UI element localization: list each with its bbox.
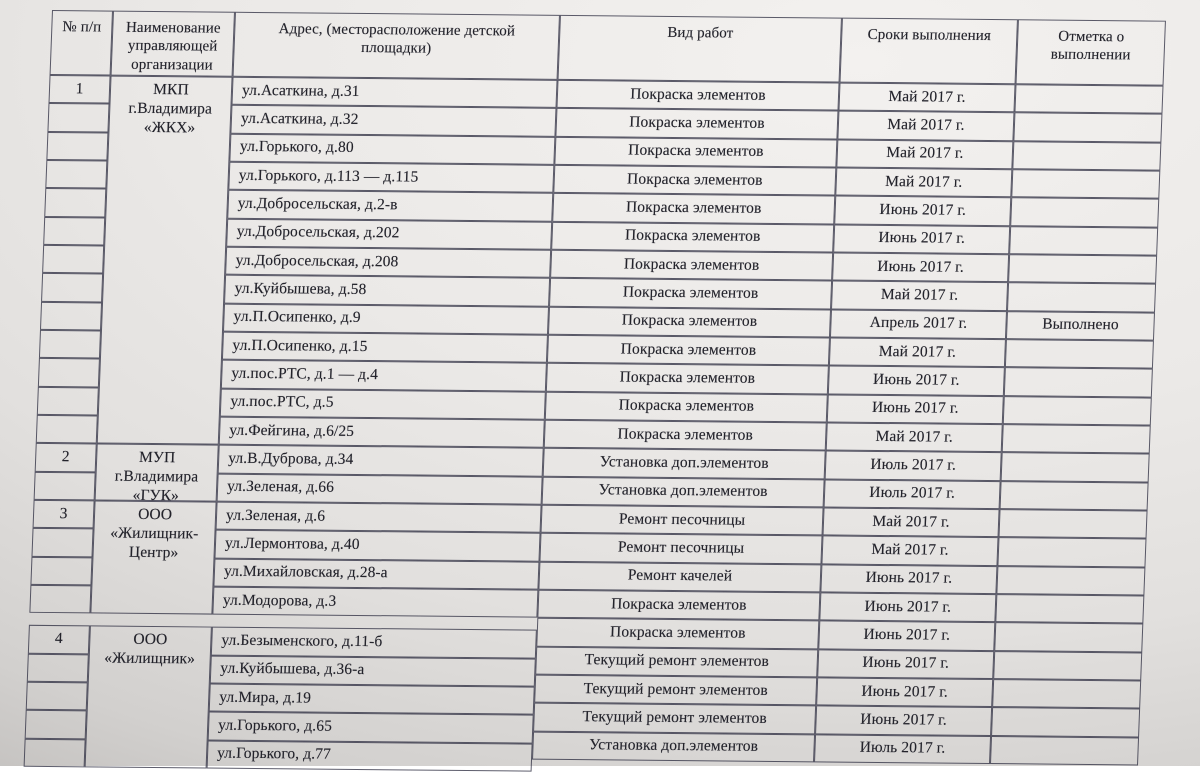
address-cell: ул.Добросельская, д.202: [226, 218, 552, 249]
row-number-cell: [30, 556, 92, 585]
org-cell: ООО «Жилищник»: [85, 626, 212, 769]
term-cell: Июнь 2017 г.: [820, 564, 997, 594]
row-number-cell: [39, 330, 101, 359]
row-number-cell: [38, 358, 100, 387]
address-cell: ул.П.Осипенко, д.15: [222, 332, 548, 363]
work-cell: Текущий ремонт элементов: [533, 703, 816, 734]
work-cell: Покраска элементов: [547, 335, 830, 366]
org-cell: ООО «Жилищник- Центр»: [90, 500, 216, 614]
term-cell: Июнь 2017 г.: [819, 592, 996, 622]
org-cell: МУП г.Владимира «ГУК»: [95, 444, 219, 502]
work-cell: Покраска элементов: [550, 250, 833, 281]
address-cell: ул.Добросельская, д.208: [225, 247, 551, 278]
address-cell: ул.Асаткина, д.32: [230, 105, 556, 136]
row-number-cell: 2: [35, 443, 97, 472]
mark-cell: [995, 594, 1144, 624]
row-number-cell: [43, 217, 105, 246]
address-cell: ул.Горького, д.113 — д.115: [228, 162, 554, 193]
row-number-cell: [29, 585, 91, 614]
header-cell-2: Адрес, (месторасположение детской площадки): [233, 12, 560, 80]
work-cell: Покраска элементов: [556, 80, 839, 111]
org-cell: МКП г.Владимира «ЖКХ»: [97, 76, 233, 445]
row-number-cell: 4: [28, 625, 90, 654]
mark-cell: [1011, 169, 1160, 199]
mark-cell: [1007, 283, 1156, 313]
mark-cell: [1009, 226, 1158, 256]
term-cell: Июль 2017 г.: [824, 479, 1001, 509]
address-cell: ул.пос.РТС, д.5: [220, 388, 546, 419]
mark-cell: [1000, 481, 1149, 511]
mark-cell: [1013, 113, 1162, 143]
work-cell: Покраска элементов: [548, 306, 831, 337]
work-cell: Покраска элементов: [554, 136, 837, 167]
mark-cell: [1008, 254, 1157, 284]
header-cell-1: Наименование управляющей организации: [111, 11, 235, 77]
term-cell: Июнь 2017 г.: [827, 394, 1004, 424]
row-number-cell: [27, 653, 89, 682]
address-cell: ул.Горького, д.65: [208, 712, 534, 743]
row-number-cell: [46, 132, 108, 161]
term-cell: Июль 2017 г.: [825, 451, 1002, 481]
row-number-cell: 3: [33, 500, 95, 529]
term-cell: Июнь 2017 г.: [815, 706, 992, 736]
term-cell: Июнь 2017 г.: [834, 196, 1011, 226]
mark-cell: [991, 707, 1140, 737]
address-cell: ул.Зеленая, д.66: [217, 473, 543, 504]
work-cell: Ремонт песочницы: [539, 533, 822, 564]
address-cell: ул.Михайловская, д.28-а: [213, 558, 539, 589]
address-cell: ул.Куйбышева, д.58: [224, 275, 550, 306]
work-cell: Покраска элементов: [536, 618, 819, 649]
row-number-cell: [36, 415, 98, 444]
header-cell-0: № п/п: [50, 10, 113, 76]
work-cell: Покраска элементов: [553, 165, 836, 196]
mark-cell: [1003, 396, 1152, 426]
address-cell: ул.Зеленая, д.6: [216, 502, 542, 533]
row-number-cell: [37, 387, 99, 416]
term-cell: Май 2017 г.: [829, 337, 1006, 367]
term-cell: Июнь 2017 г.: [818, 621, 995, 651]
work-cell: Покраска элементов: [546, 363, 829, 394]
term-cell: Май 2017 г.: [836, 139, 1013, 169]
row-number-cell: [42, 245, 104, 274]
address-cell: ул.Асаткина, д.31: [231, 77, 557, 108]
work-cell: Установка доп.элементов: [532, 731, 815, 762]
mark-cell: [994, 622, 1143, 652]
work-cell: Установка доп.элементов: [543, 448, 826, 479]
header-cell-3: Вид работ: [558, 15, 842, 83]
work-schedule-table: [24, 10, 1166, 765]
term-cell: Май 2017 г.: [838, 83, 1015, 113]
term-cell: Июнь 2017 г.: [833, 224, 1010, 254]
row-number-cell: [31, 528, 93, 557]
address-cell: ул.Горького, д.77: [207, 740, 533, 771]
mark-cell: [1005, 339, 1154, 369]
mark-cell: [993, 651, 1142, 681]
row-number-cell: [45, 160, 107, 189]
work-cell: Покраска элементов: [544, 420, 827, 451]
row-number-cell: [26, 682, 88, 711]
term-cell: Июнь 2017 г.: [817, 649, 994, 679]
address-cell: ул.пос.РТС, д.1 — д.4: [221, 360, 547, 391]
row-number-cell: [24, 738, 86, 767]
mark-cell: [1001, 452, 1150, 482]
header-cell-4: Сроки выполнения: [840, 18, 1018, 85]
term-cell: Июль 2017 г.: [814, 734, 991, 764]
term-cell: Май 2017 г.: [831, 281, 1008, 311]
mark-cell: [999, 509, 1148, 539]
mark-cell: [1002, 424, 1151, 454]
mark-cell: [996, 566, 1145, 596]
address-cell: ул.П.Осипенко, д.9: [223, 303, 549, 334]
header-cell-5: Отметка о выполнении: [1016, 19, 1166, 85]
mark-cell: [990, 736, 1139, 766]
work-cell: Ремонт качелей: [538, 561, 821, 592]
mark-cell: [992, 679, 1141, 709]
row-number-cell: [34, 472, 96, 501]
address-cell: ул.Горького, д.80: [229, 133, 555, 164]
mark-cell: [1012, 141, 1161, 171]
work-cell: Покраска элементов: [555, 108, 838, 139]
row-number-cell: [41, 273, 103, 302]
work-cell: Покраска элементов: [551, 221, 834, 252]
row-number-cell: [47, 103, 109, 132]
term-cell: Май 2017 г.: [835, 168, 1012, 198]
address-cell: ул.В.Дуброва, д.34: [218, 445, 544, 476]
term-cell: Май 2017 г.: [837, 111, 1014, 141]
address-cell: ул.Куйбышева, д.36-а: [210, 655, 536, 686]
work-cell: Покраска элементов: [549, 278, 832, 309]
mark-cell: Выполнено: [1006, 311, 1155, 341]
address-cell: ул.Добросельская, д.2-в: [227, 190, 553, 221]
work-cell: Покраска элементов: [552, 193, 835, 224]
mark-cell: [1014, 84, 1163, 114]
address-cell: ул.Фейгина, д.6/25: [219, 417, 545, 448]
term-cell: Июнь 2017 г.: [832, 252, 1009, 282]
row-number-cell: [40, 302, 102, 331]
term-cell: Июнь 2017 г.: [828, 366, 1005, 396]
work-cell: Ремонт песочницы: [541, 505, 824, 536]
mark-cell: [997, 537, 1146, 567]
mark-cell: [1004, 367, 1153, 397]
term-cell: Май 2017 г.: [823, 507, 1000, 537]
work-cell: Текущий ремонт элементов: [534, 675, 817, 706]
term-cell: Май 2017 г.: [821, 536, 998, 566]
work-cell: Установка доп.элементов: [542, 476, 825, 507]
address-cell: ул.Мира, д.19: [209, 684, 535, 715]
address-cell: ул.Модорова, д.3: [212, 587, 538, 618]
address-cell: ул.Безыменского, д.11-б: [211, 627, 537, 658]
row-number-cell: [44, 188, 106, 217]
work-cell: Покраска элементов: [537, 590, 820, 621]
term-cell: Апрель 2017 г.: [830, 309, 1007, 339]
work-cell: Текущий ремонт элементов: [535, 646, 818, 677]
term-cell: Май 2017 г.: [826, 422, 1003, 452]
mark-cell: [1010, 198, 1159, 228]
work-cell: Покраска элементов: [545, 391, 828, 422]
term-cell: Июнь 2017 г.: [816, 677, 993, 707]
row-number-cell: [25, 710, 87, 739]
row-number-cell: 1: [48, 75, 110, 104]
address-cell: ул.Лермонтова, д.40: [214, 530, 540, 561]
